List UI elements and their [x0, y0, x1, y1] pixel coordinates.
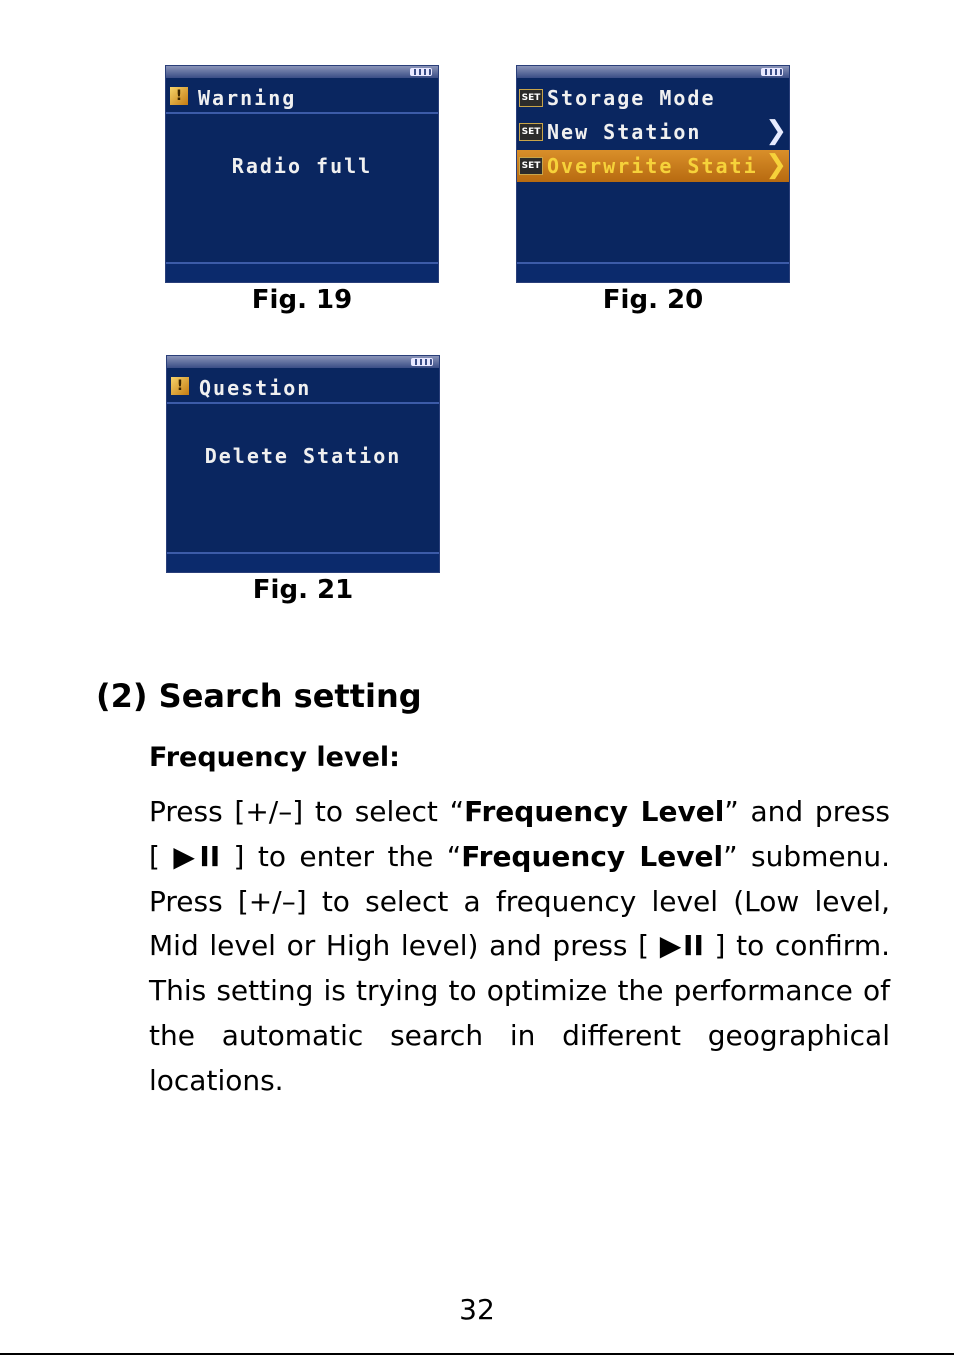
dialog-footer: [166, 262, 438, 282]
subheading: Frequency level:: [149, 742, 400, 773]
battery-icon: [411, 358, 433, 366]
battery-icon: [410, 68, 432, 76]
text: ] to enter the “: [220, 839, 462, 873]
section-heading: [96, 677, 422, 715]
fig21-screen: [166, 355, 440, 573]
figure-caption: Fig. 19: [251, 285, 353, 315]
menu-item-new-station[interactable]: [517, 116, 789, 148]
dialog-footer: [167, 552, 439, 572]
menu-item-overwrite-station[interactable]: [517, 150, 789, 182]
bold-text: Frequency Level: [461, 839, 724, 873]
text: ” and press [: [149, 795, 891, 873]
settings-icon: SET: [519, 89, 543, 107]
bold-text: Frequency Level: [464, 795, 725, 828]
text: Press [+/–] to select “: [149, 795, 465, 828]
chevron-right-icon: ❯: [765, 116, 787, 146]
status-bar: [167, 356, 439, 368]
section-title: Search setting: [158, 677, 422, 715]
status-bar: [166, 66, 438, 78]
question-icon: !: [171, 377, 189, 395]
figure-caption: Fig. 21: [252, 575, 354, 605]
chevron-right-icon: ❯: [765, 150, 787, 180]
menu-item-label-clip: [547, 150, 765, 182]
text: ] to confirm. This setting is trying to optimize the performance of the automatic search in different geographical locations.: [149, 929, 891, 1097]
settings-icon: SET: [519, 123, 543, 141]
section-number: (2): [96, 677, 148, 715]
menu-item-storage-mode[interactable]: [517, 82, 789, 114]
dialog-message: Delete Station: [204, 444, 402, 468]
page-number: 32: [459, 1293, 495, 1326]
warning-icon: !: [170, 87, 188, 105]
fig19-screen: [165, 65, 439, 283]
menu-item-label: Overwrite Stati: [547, 154, 758, 178]
play-pause-icon: ▶II: [659, 929, 704, 963]
dialog-titlebar: [167, 370, 439, 404]
figure-caption: Fig. 20: [602, 285, 704, 315]
fig20-screen: [516, 65, 790, 283]
play-pause-icon: ▶II: [173, 839, 221, 873]
dialog-title: Warning: [198, 86, 297, 110]
battery-icon: [761, 68, 783, 76]
settings-icon: SET: [519, 157, 543, 175]
status-bar: [517, 66, 789, 78]
text: ” submenu. Press [+/–] to select a frequency level (Low level, Mid level or High level) and press [: [149, 839, 890, 963]
menu-item-label: Storage Mode: [547, 86, 716, 110]
dialog-message: Radio full: [231, 154, 373, 178]
dialog-titlebar: [166, 80, 438, 114]
dialog-title: Question: [199, 376, 312, 400]
menu-footer: [517, 262, 789, 282]
body-paragraph: [149, 790, 890, 1104]
menu-item-label: New Station: [547, 120, 702, 144]
